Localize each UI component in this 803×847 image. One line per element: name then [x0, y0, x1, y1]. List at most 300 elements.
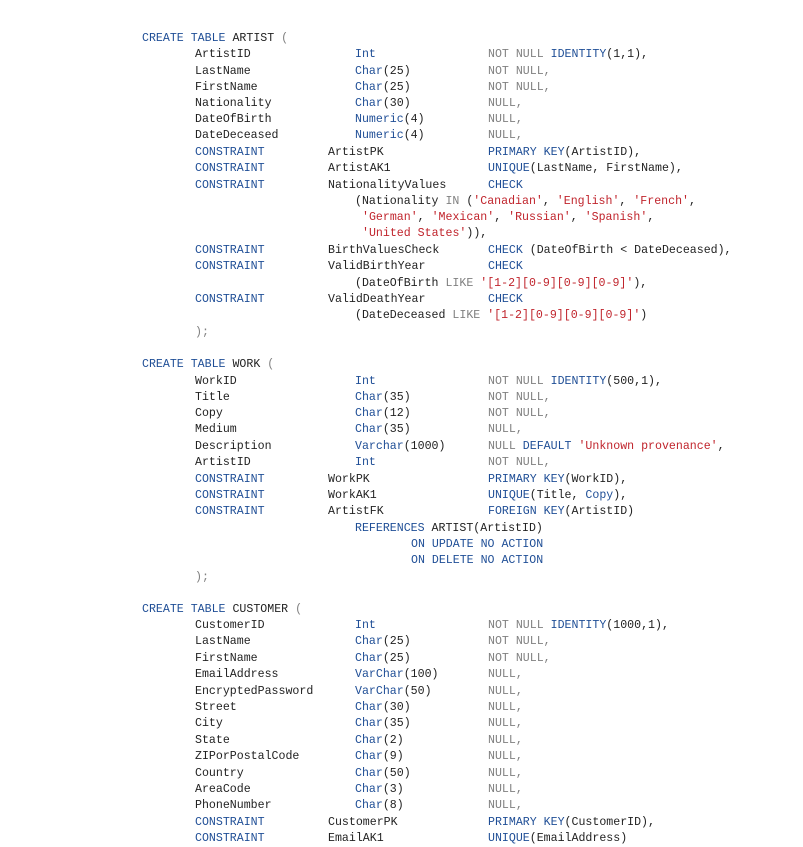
code-token	[488, 0, 502, 1]
code-token: (35)	[382, 717, 411, 730]
code-token: )	[640, 309, 648, 322]
code-token: (25)	[382, 65, 411, 78]
code-token: ,	[717, 440, 725, 453]
code-token: Char	[355, 635, 383, 648]
code-token: ),	[633, 277, 648, 290]
code-token: (100)	[403, 668, 439, 681]
code-token: 'Unknown provenance'	[578, 440, 718, 453]
code-token: ,	[494, 211, 509, 224]
code-token: Int	[355, 619, 376, 632]
code-token: WorkAK1	[328, 489, 377, 502]
code-line-l11	[355, 194, 696, 210]
code-line-w4c	[488, 406, 551, 422]
code-token: (50)	[403, 685, 432, 698]
code-token: PRIMARY KEY	[488, 816, 565, 829]
code-line-l10c	[488, 178, 523, 194]
code-line-c15c	[488, 831, 627, 847]
code-token: Int	[355, 375, 376, 388]
code-line-c8c	[488, 716, 523, 732]
code-token: (25)	[382, 81, 411, 94]
code-token: ValidDeathYear	[328, 293, 426, 306]
code-token: CUSTOMER	[225, 603, 296, 616]
code-line-l4c	[488, 80, 551, 96]
code-token: '[1-2][0-9][0-9][0-9]'	[487, 309, 641, 322]
code-token: CHECK	[488, 293, 523, 306]
code-token: (12)	[382, 407, 411, 420]
code-line-w11	[355, 521, 543, 537]
code-line-w10	[195, 504, 265, 520]
code-line-l15	[195, 259, 265, 275]
code-line-c10c	[488, 749, 523, 765]
code-line-c14c	[488, 815, 655, 831]
code-token: (3)	[382, 783, 404, 796]
code-token: CustomerID	[195, 619, 265, 632]
code-token: WorkID	[195, 375, 237, 388]
code-token: ,	[570, 211, 585, 224]
code-line-c12	[195, 782, 251, 798]
code-token: (DateDeceased	[355, 309, 453, 322]
code-token: Title	[195, 391, 230, 404]
code-token: ,	[619, 195, 634, 208]
code-token: UNIQUE	[488, 489, 530, 502]
code-token: CONSTRAINT	[195, 293, 265, 306]
code-token: CHECK	[488, 244, 523, 257]
code-token: (1,1),	[606, 48, 649, 61]
code-line-w8b	[328, 472, 370, 488]
code-token: Int	[355, 48, 376, 61]
code-token: Char	[355, 750, 383, 763]
code-token: DateOfBirth	[195, 113, 272, 126]
code-line-c2b	[355, 618, 376, 634]
code-line-w13	[411, 553, 543, 569]
code-line-w4	[195, 406, 223, 422]
code-token: CONSTRAINT	[195, 832, 265, 845]
code-token: (	[281, 32, 289, 45]
code-token: NULL,	[488, 717, 523, 730]
code-line-w12	[411, 537, 543, 553]
code-line-l19	[195, 325, 209, 341]
code-token: CREATE TABLE	[142, 358, 226, 371]
code-token: NULL,	[488, 750, 523, 763]
code-token: Char	[355, 81, 383, 94]
code-token: PhoneNumber	[195, 799, 272, 812]
code-token: (1000,1),	[606, 619, 669, 632]
code-token: NOT NULL,	[488, 81, 551, 94]
code-token: CONSTRAINT	[195, 244, 265, 257]
code-token: 'French'	[633, 195, 690, 208]
code-line-l4	[195, 80, 258, 96]
code-line-c4	[195, 651, 258, 667]
code-token: LastName	[195, 65, 251, 78]
code-line-c8b	[355, 716, 411, 732]
code-token: Street	[195, 701, 237, 714]
code-line-w3	[195, 390, 230, 406]
code-line-l10	[195, 178, 265, 194]
code-line-c6b	[355, 684, 432, 700]
code-line-l7c	[488, 128, 523, 144]
code-token: ArtistPK	[328, 146, 384, 159]
code-token: REFERENCES	[355, 522, 425, 535]
code-token: CONSTRAINT	[195, 260, 265, 273]
code-token: NOT NULL	[488, 375, 551, 388]
code-token: Numeric	[355, 129, 404, 142]
code-token: CustomerPK	[328, 816, 398, 829]
code-line-l9	[195, 161, 265, 177]
code-token: CHECK	[488, 260, 523, 273]
code-line-l14c	[488, 243, 732, 259]
code-token: CONSTRAINT	[195, 505, 265, 518]
code-line-c3b	[355, 634, 411, 650]
code-line-w6b	[355, 439, 445, 455]
code-token: (	[295, 603, 303, 616]
code-line-c13	[195, 798, 272, 814]
code-token: IDENTITY	[550, 375, 607, 388]
code-line-l5	[195, 96, 272, 112]
code-line-c2c	[488, 618, 669, 634]
code-line-l18	[355, 308, 647, 324]
code-line-l1	[142, 31, 288, 47]
code-token: Char	[355, 717, 383, 730]
code-token: UNIQUE	[488, 832, 530, 845]
code-line-c8	[195, 716, 223, 732]
code-line-w9c	[488, 488, 627, 504]
code-token: Char	[355, 652, 383, 665]
code-token: ArtistAK1	[328, 162, 391, 175]
code-line-c9	[195, 733, 230, 749]
code-token: '[1-2][0-9][0-9][0-9]'	[480, 277, 634, 290]
code-token: VarChar	[355, 685, 404, 698]
code-token: 'English'	[556, 195, 620, 208]
code-token: (WorkID),	[564, 473, 628, 486]
code-token: ArtistFK	[328, 505, 384, 518]
code-token: NOT NULL,	[488, 635, 551, 648]
code-line-c4b	[355, 651, 411, 667]
code-token: 'German'	[362, 211, 418, 224]
code-line-l10b	[328, 178, 446, 194]
code-line-l15b	[328, 259, 425, 275]
code-token: Char	[355, 391, 383, 404]
code-line-l17	[195, 292, 265, 308]
code-line-l6	[195, 112, 272, 128]
code-token: (35)	[382, 391, 411, 404]
code-line-w10c	[488, 504, 634, 520]
code-token: (1000)	[403, 440, 446, 453]
code-token: NULL,	[488, 129, 523, 142]
code-token: City	[195, 717, 223, 730]
code-line-c12b	[355, 782, 404, 798]
code-token: (30)	[382, 97, 411, 110]
code-line-c4c	[488, 651, 551, 667]
code-token: FirstName	[195, 81, 258, 94]
code-line-l12	[362, 210, 654, 226]
code-line-l0	[488, 0, 585, 3]
code-token: (LastName, FirstName),	[529, 162, 683, 175]
code-line-w6c	[488, 439, 725, 455]
code-token: CREATE TABLE	[142, 603, 226, 616]
code-token: )),	[466, 227, 488, 240]
code-line-w6	[195, 439, 272, 455]
code-line-w7	[195, 455, 251, 471]
code-token: CONSTRAINT	[195, 162, 265, 175]
code-line-c3c	[488, 634, 551, 650]
code-token	[502, 0, 516, 1]
code-token: Varchar	[355, 440, 404, 453]
code-token: ON UPDATE NO ACTION	[411, 538, 544, 551]
code-token: ArtistID	[195, 456, 251, 469]
code-line-w10b	[328, 504, 384, 520]
code-line-c14b	[328, 815, 398, 831]
code-line-c10	[195, 749, 299, 765]
code-token: NULL,	[488, 685, 523, 698]
code-token: (500,1),	[606, 375, 662, 388]
code-token: ,	[542, 195, 557, 208]
code-token: NOT NULL	[488, 48, 551, 61]
code-token: ValidBirthYear	[328, 260, 426, 273]
code-token: NULL,	[488, 668, 523, 681]
code-token: EncryptedPassword	[195, 685, 314, 698]
code-line-c5b	[355, 667, 439, 683]
code-token: (Title,	[529, 489, 586, 502]
code-token: (	[267, 358, 275, 371]
code-token: EmailAK1	[328, 832, 384, 845]
code-token: Country	[195, 767, 244, 780]
code-token: IN	[445, 195, 460, 208]
code-token: 'United States'	[362, 227, 467, 240]
code-line-c9c	[488, 733, 523, 749]
code-token: 'Russian'	[508, 211, 571, 224]
code-line-c11b	[355, 766, 411, 782]
code-line-c6	[195, 684, 313, 700]
code-token: (4)	[403, 113, 425, 126]
code-line-c11c	[488, 766, 523, 782]
code-line-w9b	[328, 488, 377, 504]
code-token: (ArtistID),	[564, 146, 642, 159]
code-line-w4b	[355, 406, 411, 422]
code-line-w5b	[355, 422, 411, 438]
code-line-l9b	[328, 161, 391, 177]
code-token: AreaCode	[195, 783, 251, 796]
code-token: LIKE	[445, 277, 474, 290]
code-line-l4b	[355, 80, 411, 96]
code-line-l14	[195, 243, 265, 259]
code-line-l17c	[488, 292, 523, 308]
code-line-l17b	[328, 292, 425, 308]
code-token: (DateOfBirth	[355, 277, 446, 290]
code-token: (4)	[403, 129, 425, 142]
code-token: (30)	[382, 701, 411, 714]
code-line-l13	[362, 226, 487, 242]
code-token: CHECK	[488, 179, 523, 192]
code-token: ON DELETE NO ACTION	[411, 554, 544, 567]
code-token: CONSTRAINT	[195, 816, 265, 829]
code-token: Int	[355, 456, 376, 469]
code-token: );	[195, 571, 209, 584]
code-line-l14b	[328, 243, 439, 259]
code-line-c5	[195, 667, 279, 683]
code-line-l6c	[488, 112, 523, 128]
code-token: NULL	[488, 440, 523, 453]
code-token: NULL,	[488, 113, 523, 126]
code-token: EmailAddress	[195, 668, 279, 681]
code-token: ZIPorPostalCode	[195, 750, 300, 763]
code-token: LIKE	[452, 309, 481, 322]
code-line-w5c	[488, 422, 523, 438]
code-line-c7	[195, 700, 237, 716]
code-line-l3	[195, 64, 251, 80]
code-token: (DateOfBirth < DateDeceased),	[522, 244, 732, 257]
code-token: PRIMARY KEY	[488, 146, 565, 159]
code-token: NULL,	[488, 97, 523, 110]
code-line-c14	[195, 815, 265, 831]
code-line-c2	[195, 618, 265, 634]
code-token: 'Spanish'	[584, 211, 648, 224]
code-line-w14	[195, 570, 209, 586]
code-token: NULL,	[488, 767, 523, 780]
code-token: (25)	[382, 635, 411, 648]
code-token: DEFAULT	[522, 440, 572, 453]
code-line-c15b	[328, 831, 384, 847]
code-token: ,	[647, 211, 655, 224]
code-line-c6c	[488, 684, 523, 700]
code-token: VarChar	[355, 668, 404, 681]
code-line-l8c	[488, 145, 641, 161]
code-token: Medium	[195, 423, 237, 436]
code-token: NOT NULL,	[488, 456, 551, 469]
code-token: NOT NULL,	[488, 407, 551, 420]
code-token: NULL,	[488, 799, 523, 812]
code-line-w7b	[355, 455, 376, 471]
code-token: NationalityValues	[328, 179, 447, 192]
code-token: Char	[355, 65, 383, 78]
code-line-w7c	[488, 455, 551, 471]
code-token: NULL,	[488, 423, 523, 436]
code-token: CONSTRAINT	[195, 473, 265, 486]
code-token: IDENTITY	[550, 48, 607, 61]
code-line-l8	[195, 145, 265, 161]
code-line-l2c	[488, 47, 648, 63]
code-token: );	[195, 326, 209, 339]
code-line-w1	[142, 357, 274, 373]
code-line-w8c	[488, 472, 627, 488]
code-token: Char	[355, 783, 383, 796]
code-line-l2b	[355, 47, 376, 63]
code-line-l15c	[488, 259, 523, 275]
code-token: NOT NULL,	[488, 391, 551, 404]
code-line-c3	[195, 634, 251, 650]
code-token: BirthValuesCheck	[328, 244, 440, 257]
code-token: NOT NULL,	[488, 652, 551, 665]
code-line-c15	[195, 831, 265, 847]
code-line-l5c	[488, 96, 523, 112]
code-token: (Nationality	[355, 195, 446, 208]
code-token: Copy	[195, 407, 223, 420]
code-token: 'Mexican'	[431, 211, 495, 224]
code-token: NOT NULL,	[488, 65, 551, 78]
code-token: (CustomerID),	[564, 816, 655, 829]
code-token: FirstName	[195, 652, 258, 665]
code-line-w8	[195, 472, 265, 488]
code-token: CONSTRAINT	[195, 179, 265, 192]
code-line-w9	[195, 488, 265, 504]
code-token: Numeric	[355, 113, 404, 126]
code-token: ,	[689, 195, 696, 208]
code-token: 'Canadian'	[473, 195, 543, 208]
code-line-l7	[195, 128, 279, 144]
code-line-c5c	[488, 667, 523, 683]
code-token: ,	[417, 211, 432, 224]
code-token: ),	[613, 489, 628, 502]
code-token: ARTIST(ArtistID)	[424, 522, 543, 535]
code-token: ArtistID	[195, 48, 251, 61]
code-line-c13b	[355, 798, 404, 814]
code-line-l9c	[488, 161, 683, 177]
code-token: (35)	[382, 423, 411, 436]
code-line-l2	[195, 47, 251, 63]
code-line-l5b	[355, 96, 411, 112]
code-line-c7b	[355, 700, 411, 716]
code-line-w3b	[355, 390, 411, 406]
code-token: Char	[355, 734, 383, 747]
code-token: PRIMARY KEY	[488, 473, 565, 486]
code-token: Copy	[585, 489, 614, 502]
code-line-l3b	[355, 64, 411, 80]
code-line-c10b	[355, 749, 404, 765]
code-line-l7b	[355, 128, 425, 144]
code-line-w3c	[488, 390, 551, 406]
code-line-l3c	[488, 64, 551, 80]
code-token: NULL,	[488, 734, 523, 747]
code-line-c12c	[488, 782, 523, 798]
code-token: Char	[355, 423, 383, 436]
code-token: DateDeceased	[195, 129, 279, 142]
code-line-c1	[142, 602, 302, 618]
code-token: UNIQUE	[488, 162, 530, 175]
code-token: (2)	[382, 734, 404, 747]
code-token: (	[459, 195, 474, 208]
code-token: ARTIST	[225, 32, 282, 45]
code-token: Char	[355, 701, 383, 714]
code-token: NOT NULL	[488, 619, 551, 632]
code-token: Char	[355, 799, 383, 812]
code-token: Char	[355, 97, 383, 110]
code-token: CREATE TABLE	[142, 32, 226, 45]
code-line-c13c	[488, 798, 523, 814]
code-line-l16	[355, 276, 647, 292]
code-token: (25)	[382, 652, 411, 665]
code-token: Char	[355, 407, 383, 420]
code-line-c9b	[355, 733, 404, 749]
code-token: CONSTRAINT	[195, 146, 265, 159]
code-token: FOREIGN KEY	[488, 505, 565, 518]
code-token: Char	[355, 767, 383, 780]
code-line-c7c	[488, 700, 523, 716]
code-line-w2	[195, 374, 237, 390]
code-line-l6b	[355, 112, 425, 128]
code-token: NULL,	[488, 701, 523, 714]
code-token	[516, 0, 586, 1]
code-line-l8b	[328, 145, 384, 161]
code-line-c11	[195, 766, 244, 782]
code-token: CONSTRAINT	[195, 489, 265, 502]
code-token: NULL,	[488, 783, 523, 796]
code-token: WorkPK	[328, 473, 370, 486]
code-token: IDENTITY	[550, 619, 607, 632]
code-token: (ArtistID)	[564, 505, 635, 518]
code-token: LastName	[195, 635, 251, 648]
code-line-w2b	[355, 374, 376, 390]
code-line-w2c	[488, 374, 662, 390]
code-token: Nationality	[195, 97, 272, 110]
